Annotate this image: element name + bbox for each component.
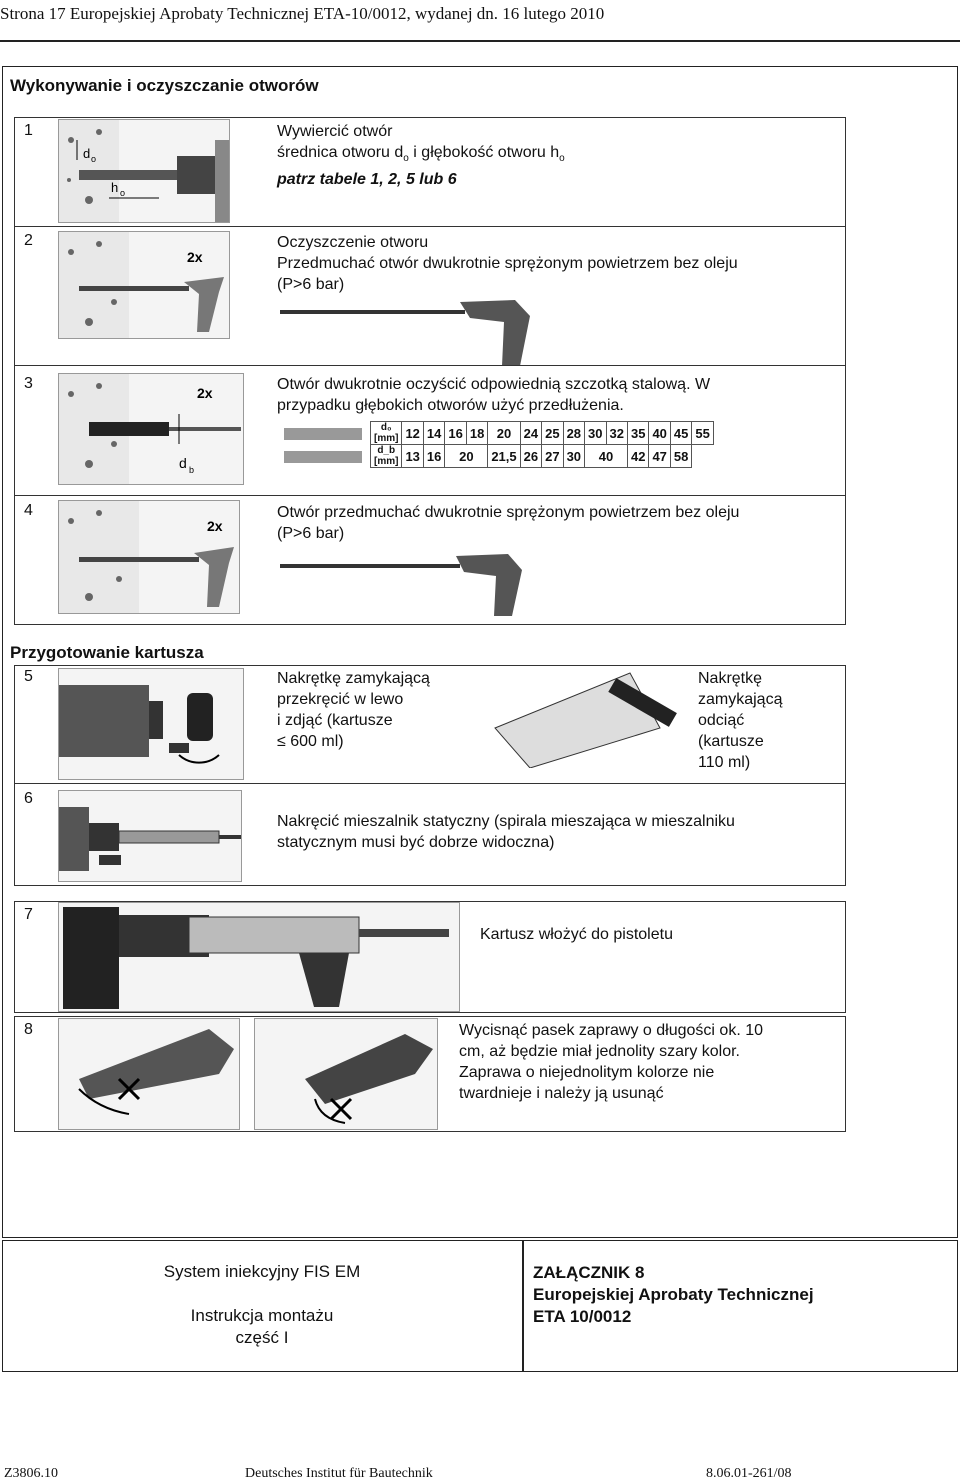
footer-annex: ZAŁĄCZNIK 8 Europejskiej Aprobaty Technicznej ETA 10/0012 xyxy=(533,1263,814,1326)
step8-text: Wycisnąć pasek zaprawy o długości ok. 10 cm, aż będzie miał jednolity szary kolor. Zaprawa o niejednolitym kolorze nie twardnieje i należy ją usunąć xyxy=(459,1022,763,1102)
table-cell: 20 xyxy=(488,422,520,445)
dispenser-image xyxy=(58,902,460,1012)
step-number: 1 xyxy=(24,122,33,139)
row-divider xyxy=(14,226,846,227)
table-cell: d_b [mm] xyxy=(371,445,402,468)
step-number: 5 xyxy=(24,668,33,685)
table-row xyxy=(371,422,714,445)
table-cell: 24 xyxy=(520,422,541,445)
footer-instruction: Instrukcja montażu xyxy=(190,1306,334,1325)
table-cell: d₀ [mm] xyxy=(371,422,402,445)
step3-text: Otwór dwukrotnie oczyścić odpowiednią szczotką stalową. W przypadku głębokich otworów użyć przedłużenia. xyxy=(277,376,711,414)
table-cell: 47 xyxy=(649,445,670,468)
reference-number: 8.06.01-261/08 xyxy=(706,1466,792,1481)
table-cell: 16 xyxy=(445,422,466,445)
table-cell: 35 xyxy=(627,422,648,445)
svg-text:b: b xyxy=(189,465,195,475)
label-do: d xyxy=(83,146,91,161)
table-cell: 42 xyxy=(627,445,648,468)
table-cell: 45 xyxy=(670,422,691,445)
blow-gun-image xyxy=(280,296,540,366)
table-cell: 26 xyxy=(520,445,541,468)
table-cell: 25 xyxy=(542,422,563,445)
svg-text:o: o xyxy=(120,188,126,198)
table-cell: 12 xyxy=(402,422,423,445)
section-title-cartridge: Przygotowanie kartusza xyxy=(10,643,204,662)
step-number: 2 xyxy=(24,232,33,249)
step-number: 6 xyxy=(24,790,33,807)
table-cell: 18 xyxy=(466,422,487,445)
brush-drawing xyxy=(280,423,366,469)
table-cell: 16 xyxy=(423,445,444,468)
step5-left-text: Nakrętkę zamykającą przekręcić w lewo i zdjąć (kartusze ≤ 600 ml) xyxy=(277,670,430,750)
label-ho: h xyxy=(111,180,119,195)
table-cell: 13 xyxy=(402,445,423,468)
table-row xyxy=(371,445,714,468)
table-cell: 58 xyxy=(670,445,691,468)
row-divider xyxy=(14,365,846,366)
doc-code: Z3806.10 xyxy=(4,1466,59,1481)
table-cell: 40 xyxy=(585,445,628,468)
step7-text: Kartusz włożyć do pistoletu xyxy=(480,926,673,943)
label-2x: 2x xyxy=(187,249,203,265)
step-number: 3 xyxy=(24,375,33,392)
cap-cut-image xyxy=(490,668,690,768)
blow-gun-image-2 xyxy=(280,552,530,618)
label-2x: 2x xyxy=(197,385,213,401)
step-number: 7 xyxy=(24,906,33,923)
label-2x: 2x xyxy=(207,518,223,534)
step2-text: Oczyszczenie otworu Przedmuchać otwór dwukrotnie sprężonym powietrzem bez oleju (P>6 bar) xyxy=(277,234,738,293)
table-cell: 40 xyxy=(649,422,670,445)
step-number: 4 xyxy=(24,502,33,519)
institute-name: Deutsches Institut für Bautechnik xyxy=(245,1466,433,1481)
table-cell: 30 xyxy=(563,445,584,468)
svg-text:o: o xyxy=(91,154,97,164)
footer-system-title: System iniekcyjny FIS EM xyxy=(163,1262,361,1281)
cap-removal-image xyxy=(58,668,244,780)
table-cell: 27 xyxy=(542,445,563,468)
blow-out-image xyxy=(58,231,230,339)
table-cell: 14 xyxy=(423,422,444,445)
label-db: d xyxy=(179,455,187,471)
mixer-image xyxy=(58,790,242,882)
brush-image xyxy=(58,373,244,485)
blow-out-image-2 xyxy=(58,500,240,614)
drill-image xyxy=(58,119,230,223)
step4-text: Otwór przedmuchać dwukrotnie sprężonym powietrzem bez oleju (P>6 bar) xyxy=(277,504,740,542)
step5-right-text: Nakrętkę zamykającą odciąć (kartusze 110 ml) xyxy=(698,670,783,771)
footer-divider xyxy=(522,1240,524,1372)
table-cell: 28 xyxy=(563,422,584,445)
step6-text: Nakręcić mieszalnik statyczny (spirala mieszająca w mieszalniku statycznym musi być dobrze widoczna) xyxy=(277,813,735,851)
discard-image-2 xyxy=(254,1018,438,1130)
page-header: Strona 17 Europejskiej Aprobaty Technicznej ETA-10/0012, wydanej dn. 16 lutego 2010 xyxy=(0,4,605,23)
step1-text: Wywiercić otwór średnica otworu $d_o$ i głębokość otworu $h_o$ patrz tabele 1, 2, 5 lub 6 xyxy=(277,123,565,189)
step-number: 8 xyxy=(24,1021,33,1038)
table-cell: 55 xyxy=(692,422,713,445)
row-divider xyxy=(14,783,846,784)
footer-part: część I xyxy=(235,1328,289,1347)
section-title-drilling: Wykonywanie i oczyszczanie otworów xyxy=(10,76,319,95)
header-rule xyxy=(0,40,960,42)
table-cell: 21,5 xyxy=(488,445,520,468)
table-cell: 20 xyxy=(445,445,488,468)
table-cell: 32 xyxy=(606,422,627,445)
row-divider xyxy=(14,495,846,496)
discard-image-1 xyxy=(58,1018,240,1130)
table-cell: 30 xyxy=(585,422,606,445)
